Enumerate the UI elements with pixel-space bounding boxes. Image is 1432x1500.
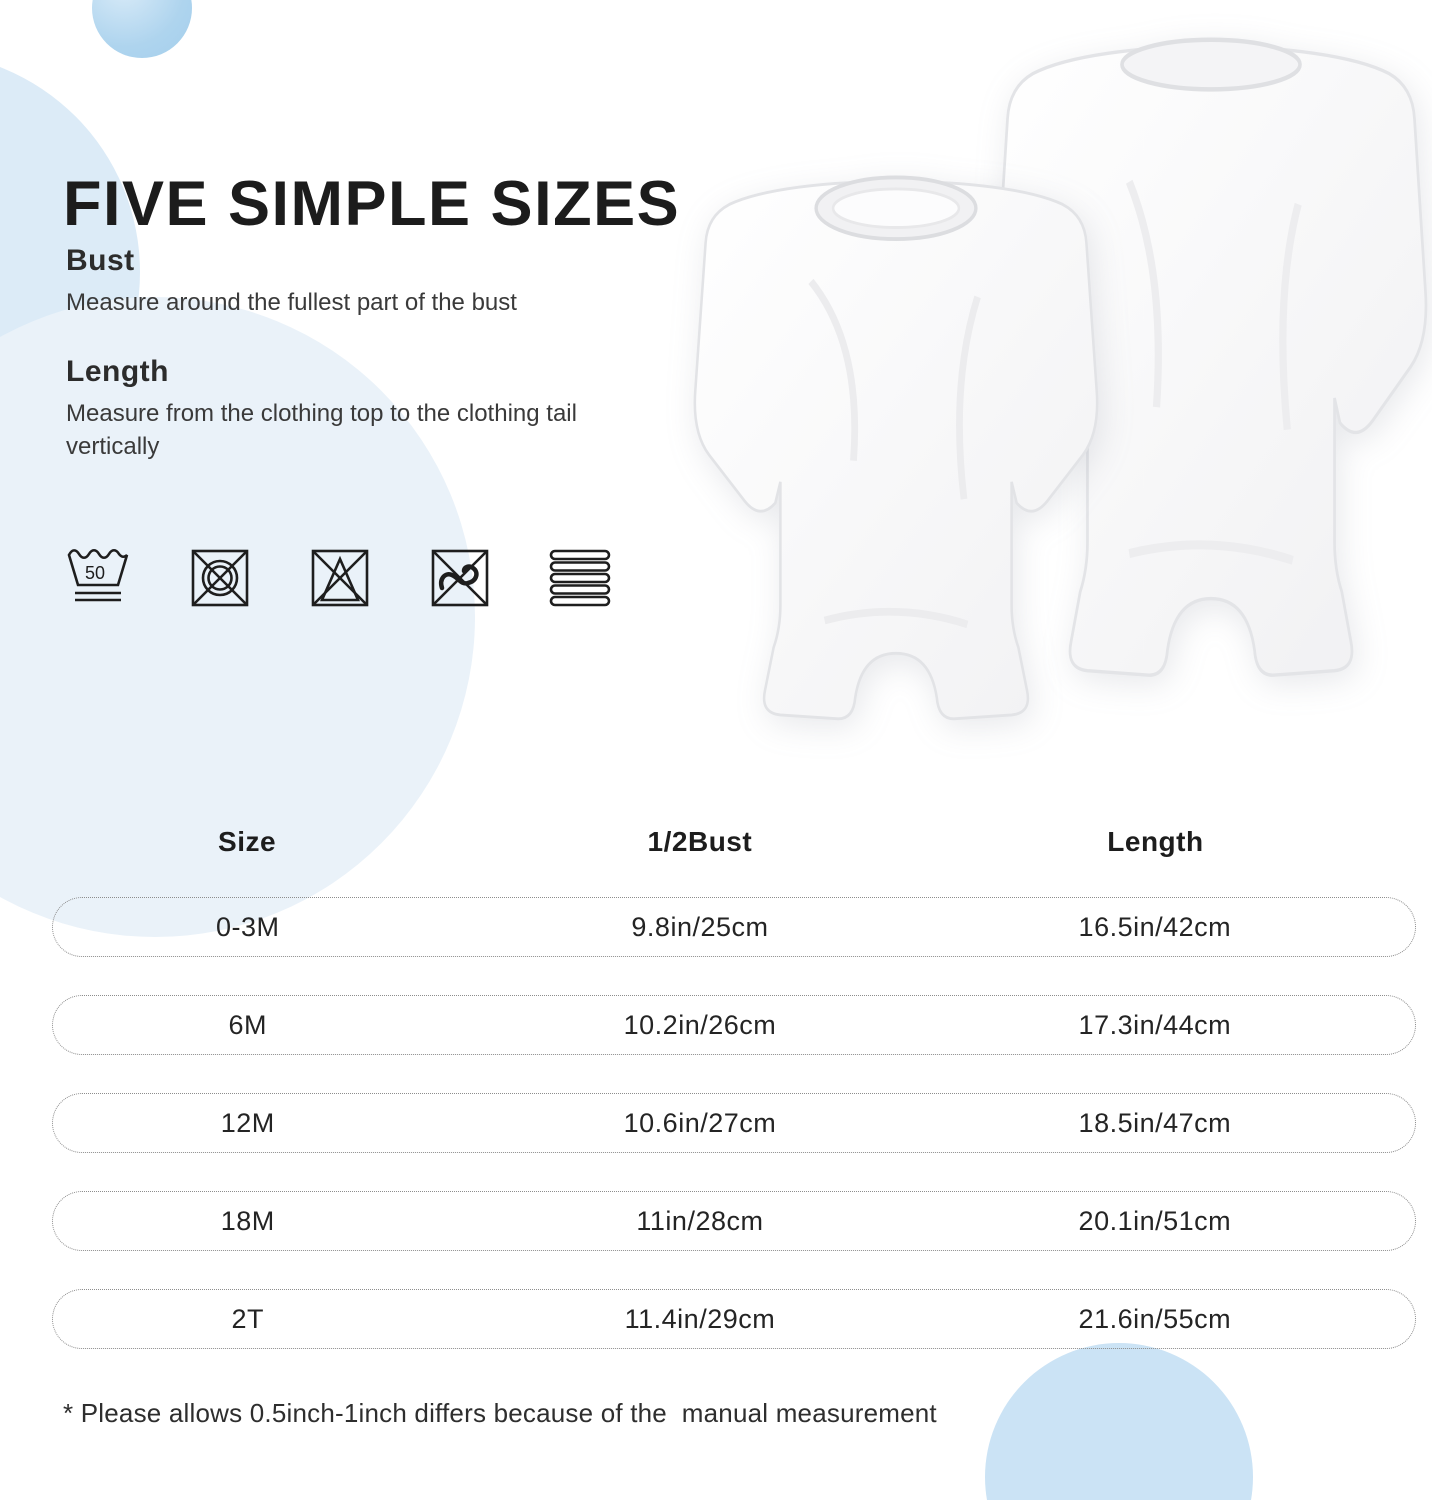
table-row bbox=[52, 897, 1416, 957]
size-table-header bbox=[52, 820, 1416, 864]
table-row bbox=[52, 1093, 1416, 1153]
column-header-bust: 1/2Bust bbox=[647, 826, 753, 857]
size-cell: 18M bbox=[220, 1205, 275, 1236]
size-cell: 12M bbox=[220, 1107, 275, 1138]
measuring-guide bbox=[66, 244, 626, 499]
romper-front-image bbox=[692, 162, 1100, 740]
column-header-size: Size bbox=[218, 826, 277, 857]
bust-cell: 10.6in/27cm bbox=[623, 1107, 777, 1138]
bust-cell: 11in/28cm bbox=[636, 1205, 764, 1236]
bust-description: Measure around the fullest part of the bust bbox=[66, 289, 517, 316]
column-header-length: Length bbox=[1107, 826, 1204, 857]
table-row bbox=[52, 1289, 1416, 1349]
bust-cell: 11.4in/29cm bbox=[624, 1303, 776, 1334]
do-not-bleach-icon bbox=[308, 543, 372, 613]
bust-cell: 9.8in/25cm bbox=[631, 911, 769, 942]
bust-heading: Bust bbox=[66, 244, 135, 277]
size-table-body bbox=[52, 897, 1416, 1387]
size-cell: 6M bbox=[228, 1009, 268, 1040]
size-cell: 0-3M bbox=[216, 911, 280, 942]
length-description: Measure from the clothing top to the clothing tail vertically bbox=[66, 400, 577, 461]
table-row bbox=[52, 995, 1416, 1055]
length-cell: 17.3in/44cm bbox=[1078, 1009, 1232, 1040]
length-cell: 16.5in/42cm bbox=[1078, 911, 1232, 942]
wash-temp-label: 50 bbox=[84, 563, 106, 583]
table-row bbox=[52, 1191, 1416, 1251]
length-heading: Length bbox=[66, 355, 169, 389]
bust-cell: 10.2in/26cm bbox=[623, 1009, 777, 1040]
machine-wash-50-icon bbox=[64, 543, 132, 613]
measurement-disclaimer: * Please allows 0.5inch-1inch differs because of the manual measurement bbox=[63, 1398, 937, 1428]
background-circle-blue-top bbox=[92, 0, 192, 58]
dry-flat-icon bbox=[548, 543, 612, 613]
length-cell: 20.1in/51cm bbox=[1078, 1205, 1232, 1236]
do-not-wring-icon bbox=[428, 543, 492, 613]
length-cell: 21.6in/55cm bbox=[1078, 1303, 1232, 1334]
length-cell: 18.5in/47cm bbox=[1078, 1107, 1232, 1138]
care-instruction-icons bbox=[64, 540, 612, 616]
do-not-tumble-dry-icon bbox=[188, 543, 252, 613]
size-cell: 2T bbox=[231, 1303, 265, 1334]
page-title: FIVE SIMPLE SIZES bbox=[63, 169, 681, 240]
